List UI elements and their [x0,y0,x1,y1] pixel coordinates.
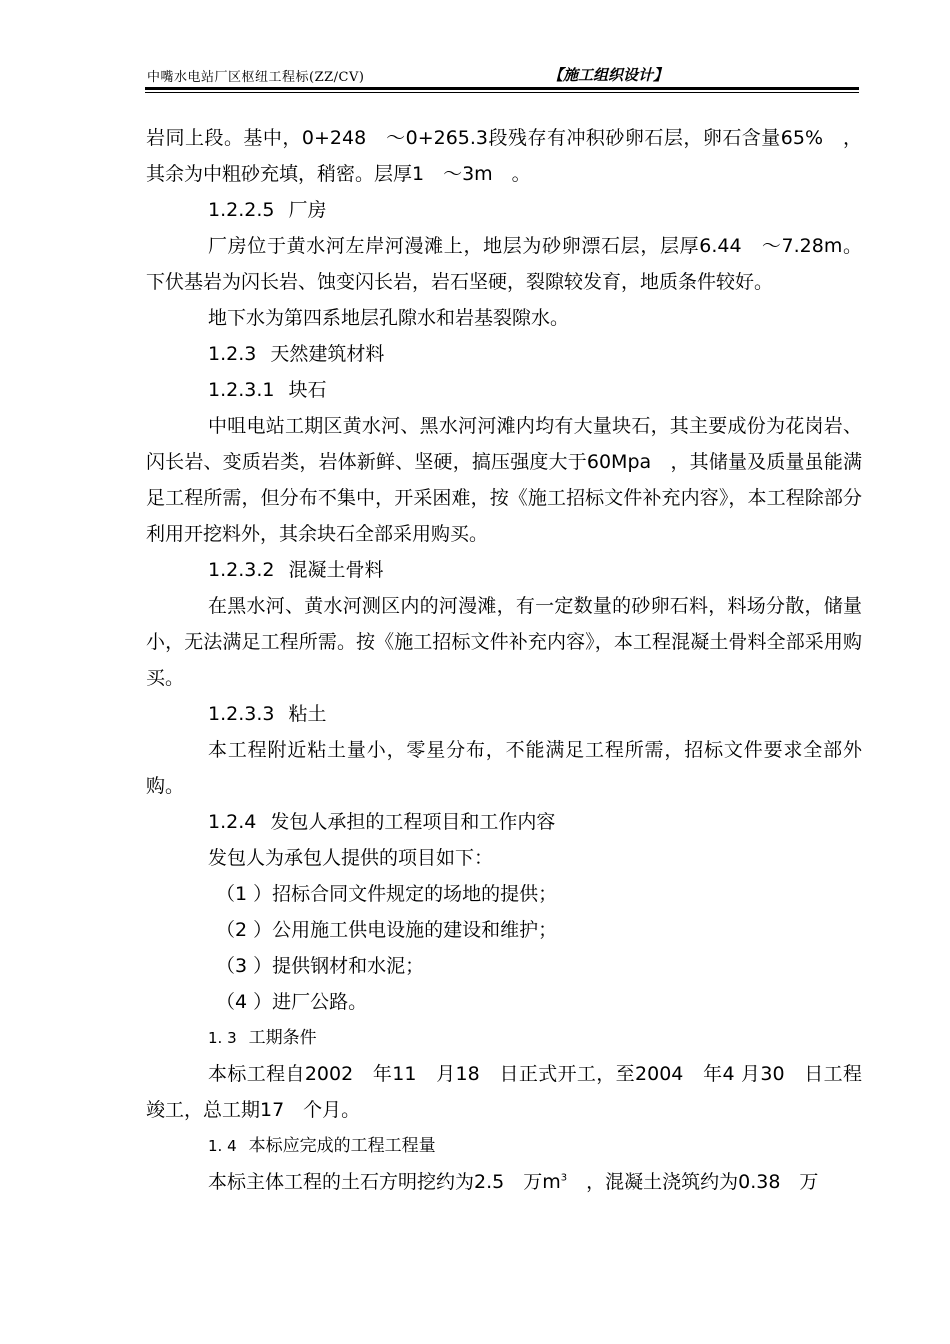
section-number: 1. 3 [208,1029,237,1047]
list-item: （1 ）招标合同文件规定的场地的提供； [216,883,558,905]
section-title: 天然建筑材料 [270,343,385,365]
paragraph: 发包人为承包人提供的项目如下： [208,847,494,869]
section-title: 混凝土骨料 [288,559,384,581]
header-rule-thick [145,87,859,90]
section-number: 1.2.2.5 [208,199,275,221]
header-project-title: 中嘴水电站厂区枢纽工程标(ZZ/CV) [147,70,365,85]
section-heading [146,192,862,228]
list-item: （2 ）公用施工供电设施的建设和维护； [216,919,558,941]
section-number: 1.2.3 [208,343,257,365]
section-title: 厂房 [288,199,327,221]
superscript: 3 [560,1172,568,1184]
paragraph: 本标工程自2002 年11 月18 日正式开工，至2004 年4 月30 日工程竣工，总工期17 个月。 [146,1063,862,1121]
section-number: 1.2.3.1 [208,379,275,401]
section-title: 粘土 [288,703,327,725]
list-item: （3 ）提供钢材和水泥； [216,955,425,977]
section-heading [146,1020,862,1056]
section-heading [146,372,862,408]
paragraph-text: ，混凝土浇筑约为0.38 万 [567,1171,819,1193]
paragraph: 厂房位于黄水河左岸河漫滩上，地层为砂卵漂石层，层厚6.44 ～7.28m。下伏基岩为闪长岩、蚀变闪长岩，岩石坚硬，裂隙较发育，地质条件较好。 [146,235,862,293]
section-heading [146,696,862,732]
section-heading [146,1128,862,1164]
document-body [146,120,862,1200]
section-title: 块石 [288,379,327,401]
header-section-title: 【施工组织设计】 [548,66,669,84]
paragraph: 岩同上段。基中，0+248 ～0+265.3段残存有冲积砂卵石层，卵石含量65% ，其余为中粗砂充填，稍密。层厚1 ～3m 。 [146,127,862,185]
section-title: 工期条件 [248,1028,317,1048]
section-heading [146,552,862,588]
paragraph: 中咀电站工期区黄水河、黑水河河滩内均有大量块石，其主要成份为花岗岩、闪长岩、变质岩类，岩体新鲜、坚硬，搞压强度大于60Mpa ，其储量及质量虽能满足工程所需，但分布不集中，开采困难，按《施工招标文件补充内容》，本工程除部分利用开挖料外，其余块石全部采用购买。 [146,415,862,545]
section-number: 1. 4 [208,1137,237,1155]
paragraph [146,1164,862,1200]
paragraph: 本工程附近粘土量小，零星分布，不能满足工程所需，招标文件要求全部外购。 [146,739,862,797]
section-number: 1.2.3.3 [208,703,275,725]
header-rule-thin [145,92,859,93]
section-title: 发包人承担的工程项目和工作内容 [270,811,556,833]
section-heading [146,336,862,372]
paragraph: 在黑水河、黄水河测区内的河漫滩，有一定数量的砂卵石料，料场分散，储量小，无法满足工程所需。按《施工招标文件补充内容》，本工程混凝土骨料全部采用购买。 [146,595,862,689]
paragraph: 地下水为第四系地层孔隙水和岩基裂隙水。 [208,307,570,329]
section-number: 1.2.4 [208,811,257,833]
section-title: 本标应完成的工程工程量 [248,1136,436,1156]
list-item: （4 ）进厂公路。 [216,991,368,1013]
paragraph-text: 本标主体工程的土石方明挖约为2.5 万m [208,1171,561,1193]
section-number: 1.2.3.2 [208,559,275,581]
section-heading [146,804,862,840]
